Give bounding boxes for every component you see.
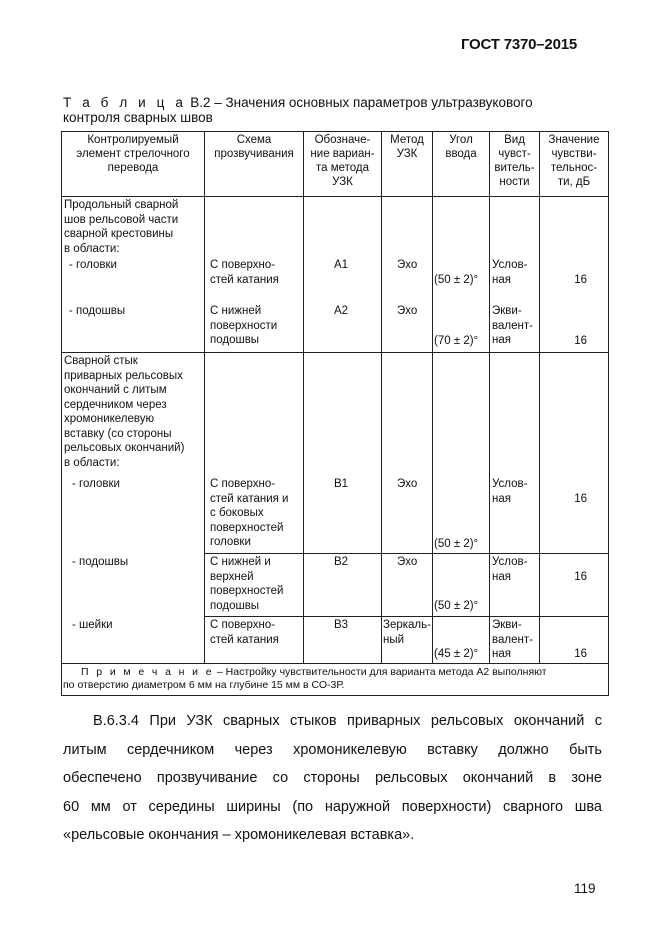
group1-row1-kind: Услов- ная	[492, 259, 528, 286]
cell-variant	[304, 353, 382, 554]
group1-row1-element: - головки	[69, 259, 117, 271]
page-number: 119	[574, 881, 596, 896]
cell-method	[382, 617, 433, 664]
group1-row1-variant: А1	[334, 259, 349, 271]
paragraph-line: В.6.3.4 При УЗК сварных стыков приварных рельсовых окончаний с	[93, 713, 602, 729]
note-text-line1: – Настройку чувствительности для варианта метода А2 выполняют	[213, 666, 547, 678]
parameters-table	[61, 131, 609, 696]
note-text-line2: по отверстию диаметром 6 мм на глубине 15 мм в СО-3Р.	[63, 679, 345, 691]
group1-row2-element: - подошвы	[69, 305, 126, 317]
cell-scheme	[205, 554, 304, 617]
cell-angle	[433, 617, 490, 664]
cell-scheme	[205, 617, 304, 664]
cell-angle	[433, 197, 490, 353]
col-header-scheme: Схема прозвучивания	[205, 132, 304, 197]
group2-row2-scheme: С нижней и верхней поверхностей подошвы	[210, 556, 284, 612]
paragraph-line: «рельсовые окончания – хромоникелевая вставка».	[63, 827, 415, 843]
cell-scheme	[205, 353, 304, 554]
cell-method	[382, 353, 433, 554]
group1-row2-angle: (70 ± 2)°	[434, 335, 479, 347]
cell-variant	[304, 617, 382, 664]
table-header-row	[62, 132, 609, 197]
group2-row3-variant: В3	[334, 619, 349, 631]
group2-row2-angle: (50 ± 2)°	[434, 600, 479, 612]
col-header-value: Значение чувстви- тельнос- ти, дБ	[540, 132, 609, 197]
group2-row1-kind: Услов- ная	[492, 478, 528, 505]
cell-kind	[490, 197, 540, 353]
paragraph-line: обеспечено прозвучивание со стороны рельсовых окончаний в зоне	[63, 770, 602, 786]
table-label: Т а б л и ц а	[63, 95, 187, 110]
group2-row3-method: Зеркаль- ный	[383, 619, 431, 646]
col-header-variant: Обозначе- ние вариан- та метода УЗК	[304, 132, 382, 197]
table-caption	[63, 95, 608, 125]
table-note	[62, 664, 609, 696]
table-title-line2: контроля сварных швов	[63, 110, 213, 125]
group2-row1-element: - головки	[72, 478, 120, 490]
group1-row1-angle: (50 ± 2)°	[434, 274, 479, 286]
group2-row1-value: 16	[574, 493, 587, 505]
cell-scheme	[205, 197, 304, 353]
group1-row1-value: 16	[574, 274, 587, 286]
paragraph-b634	[63, 707, 602, 850]
cell-element	[62, 197, 205, 353]
table-note-row	[62, 664, 609, 696]
group2-row3-element: - шейки	[72, 618, 113, 631]
cell-value	[540, 617, 609, 664]
group2-row3-scheme: С поверхно- стей катания	[210, 619, 279, 646]
paragraph-line: литым сердечником через хромоникелевую вставку должно быть	[63, 741, 602, 758]
group2-row3-value: 16	[574, 648, 587, 660]
table-row	[62, 617, 609, 664]
cell-element	[62, 554, 205, 617]
group1-element: Продольный сварной шов рельсовой части сварной крестовины в области:	[64, 199, 179, 255]
group2-row3-kind: Экви- валент- ная	[492, 619, 533, 660]
group1-row2-value: 16	[574, 335, 587, 347]
col-header-method: Метод УЗК	[382, 132, 433, 197]
cell-kind	[490, 353, 540, 554]
table-row	[62, 197, 609, 353]
cell-kind	[490, 617, 540, 664]
col-header-kind: Вид чувст- витель- ности	[490, 132, 540, 197]
table-row	[62, 554, 609, 617]
cell-method	[382, 197, 433, 353]
cell-value	[540, 197, 609, 353]
cell-value	[540, 554, 609, 617]
group2-row1-method: Эхо	[397, 478, 418, 490]
paragraph-line: 60 мм от середины ширины (по наружной поверхности) сварного шва	[63, 798, 602, 815]
group1-row2-scheme: С нижней поверхности подошвы	[210, 305, 278, 346]
group1-row1-scheme: С поверхно- стей катания	[210, 259, 279, 286]
group2-row1-scheme: С поверхно- стей катания и с боковых поверхностей головки	[210, 478, 289, 548]
document-header: ГОСТ 7370–2015	[460, 36, 577, 53]
group2-row2-method: Эхо	[397, 556, 418, 568]
cell-value	[540, 353, 609, 554]
group1-row1-method: Эхо	[397, 259, 418, 271]
group2-row3-angle: (45 ± 2)°	[434, 648, 479, 660]
col-header-element: Контролируемый элемент стрелочного перевода	[62, 132, 205, 197]
cell-angle	[433, 554, 490, 617]
group1-row2-method: Эхо	[397, 305, 418, 317]
group2-element: Сварной стык приварных рельсовых окончаний с литым сердечником через хромоникелевую вставку (со стороны рельсовых окончаний) в области:	[64, 355, 185, 469]
table-title-line1: В.2 – Значения основных параметров ультразвукового	[186, 95, 533, 110]
cell-element	[62, 617, 205, 664]
cell-angle	[433, 353, 490, 554]
note-label: П р и м е ч а н и е	[81, 666, 214, 678]
group1-row2-kind: Экви- валент- ная	[492, 305, 533, 346]
cell-variant	[304, 197, 382, 353]
col-header-angle: Угол ввода	[433, 132, 490, 197]
group2-row1-angle: (50 ± 2)°	[434, 538, 479, 550]
group2-row2-kind: Услов- ная	[492, 556, 528, 583]
group1-row2-variant: А2	[334, 305, 349, 317]
table-row	[62, 353, 609, 554]
group2-row2-element: - подошвы	[72, 555, 129, 568]
group2-row2-value: 16	[574, 571, 587, 583]
cell-element	[62, 353, 205, 554]
cell-method	[382, 554, 433, 617]
cell-kind	[490, 554, 540, 617]
cell-variant	[304, 554, 382, 617]
group2-row2-variant: В2	[334, 556, 349, 568]
group2-row1-variant: В1	[334, 478, 349, 490]
